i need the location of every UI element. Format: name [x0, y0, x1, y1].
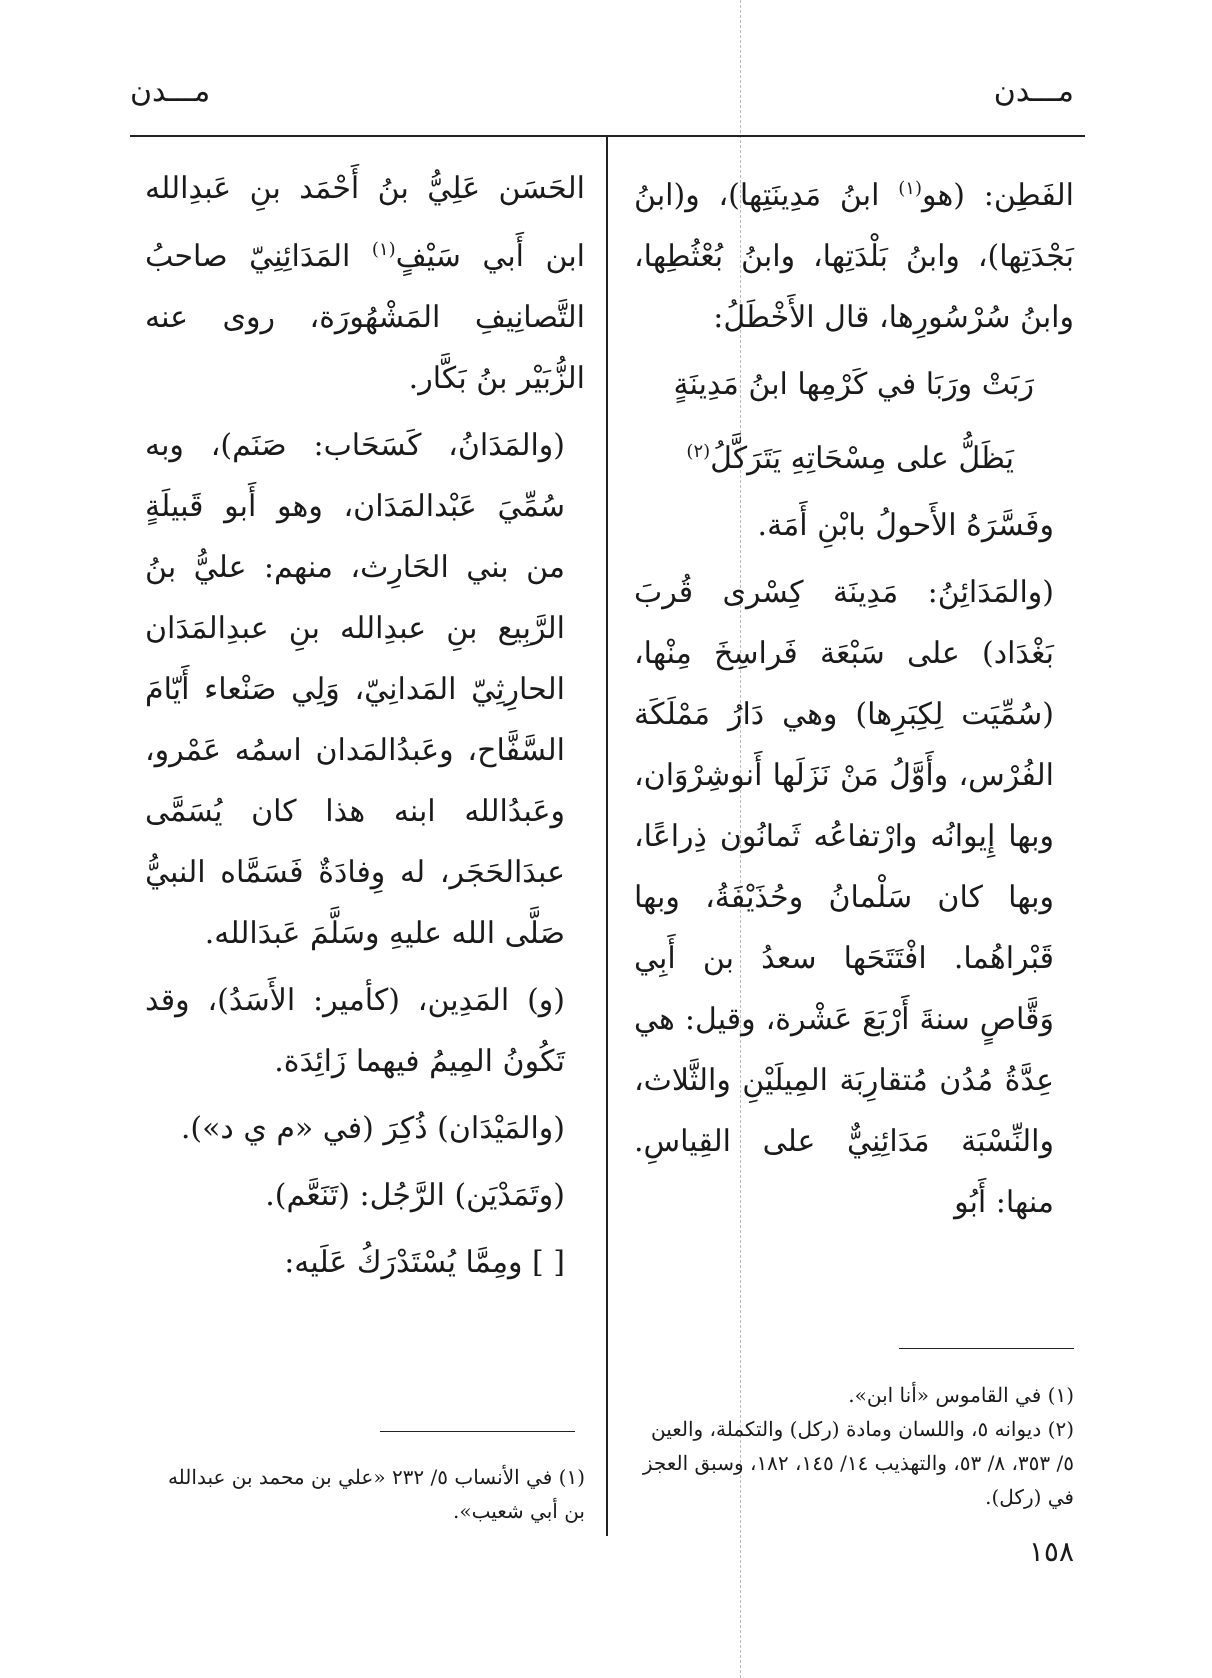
column-divider	[606, 136, 608, 1536]
right-column	[634, 158, 1074, 1239]
footnote-rule-left	[380, 1431, 575, 1432]
footnote: (١) في القاموس «أنا ابن».	[848, 1383, 1074, 1407]
text-run: المَدَائِنِيّ صاحبُ التَّصانِيفِ المَشْهُورَة، روى عنه الزُّبَيْر بنُ بَكَّار.	[145, 239, 585, 396]
footnote: (١) في الأنساب ٥/ ٢٣٢ «علي بن محمد بن عبدالله بن أبي شعيب».	[167, 1465, 585, 1523]
verse-line	[634, 421, 1074, 489]
paragraph: (وتَمَدْيَن) الرَّجُل: (تَنَعَّم).	[265, 1178, 565, 1213]
text-run: ابنُ مَدِينَتِها)، و(ابنُ بَجْدَتِها)، وابنُ بَلْدَتِها، وابنُ بُعْثُطِها، وابنُ سُرْسُورِها، قال الأَخْطَلُ:	[634, 178, 1074, 335]
verse-line: رَبَتْ ورَبَا في كَرْمِها ابنُ مَدِينَةٍ	[673, 367, 1034, 402]
text-run: الحَسَن عَلِيُّ بنُ أَحْمَد بنِ عَبدِالله ابن أَبي سَيْفٍ	[145, 171, 586, 274]
paragraph: (والمَيْدَان) ذُكِرَ (في «م ي د»).	[180, 1111, 565, 1146]
left-column	[145, 158, 585, 1299]
footnote-ref: (٢)	[686, 441, 711, 462]
footnote-rule-right	[899, 1348, 1074, 1349]
footnote: (٢) ديوانه ٥، واللسان ومادة (ركل) والتكملة، والعين ٥/ ٣٥٣، ٨/ ٥٣، والتهذيب ١٤/ ١٤٥، ١٨٢، وسبق العجز في (ركل).	[642, 1417, 1074, 1509]
paragraph: (و) المَدِين، (كأمير: الأَسَدُ)، وقد تَكُونُ المِيمُ فيهما زَائِدَة.	[145, 983, 565, 1079]
page-number: ١٥٨	[1028, 1535, 1074, 1568]
paragraph: وفَسَّرَهُ الأَحولُ بابْنِ أَمَة.	[757, 508, 1054, 543]
paragraph: (والمَدَائِنُ: مَدِينَة كِسْرى قُربَ بَغْدَاد) على سَبْعَة فَراسِخَ مِنْها، (سُمِّيَت لِكِبَرِها) وهي دَارُ مَمْلَكَة الفُرْس، وأَوَّلُ مَنْ نَزَلَها أَنوشِرْوَان، وبها إِيوانُه وارْتفاعُه ثَمانُون ذِراعًا، وبها كان سَلْمانُ وحُذَيْفَةُ، وبها قَبْراهُما. افْتَتَحَها سعدُ بن أَبِي وَقَّاصٍ سنةَ أَرْبَعَ عَشْرة، وقيل: هي عِدَّةُ مُدُن مُتقارِبَة المِيلَيْنِ والثَّلاث، والنِّسْبَة مَدَائِنِيٌّ على القِياسِ. منها: أَبُو	[634, 575, 1054, 1220]
footnotes-left	[145, 1460, 585, 1528]
text-run: يَظَلُّ على مِسْحَاتِهِ يَتَرَكَّلُ	[710, 441, 1014, 476]
footnote-ref: (١)	[898, 178, 922, 199]
paragraph: [ ] ومِمَّا يُسْتَدْرَكُ عَلَيه:	[284, 1245, 565, 1280]
paragraph	[145, 158, 585, 409]
running-header-left: مـــدن	[130, 74, 211, 109]
paragraph: (والمَدَانُ، كَسَحَاب: صَنَم)، وبه سُمِّيَ عَبْدالمَدَان، وهو أَبو قَبيلَةٍ من بني الحَارِث، منهم: عليُّ بنُ الرَّبِيع بنِ عبدِالله بنِ عبدِالمَدَان الحارِثِيّ المَدانِيّ، وَلِي صَنْعاء أَيّامَ السَّفَّاح، وعَبدُالمَدان اسمُه عَمْرو، وعَبدُالله ابنه هذا كان يُسَمَّى عبدَالحَجَر، له وِفادَةٌ فَسَمَّاه النبيُّ صَلَّى الله عليهِ وسَلَّمَ عَبدَالله.	[145, 428, 565, 951]
footnotes-right	[634, 1378, 1074, 1514]
paragraph	[634, 158, 1074, 348]
running-header-right: مـــدن	[993, 74, 1074, 109]
footnote-ref: (١)	[371, 239, 396, 260]
text-run: الفَطِن: (هو	[921, 178, 1074, 213]
